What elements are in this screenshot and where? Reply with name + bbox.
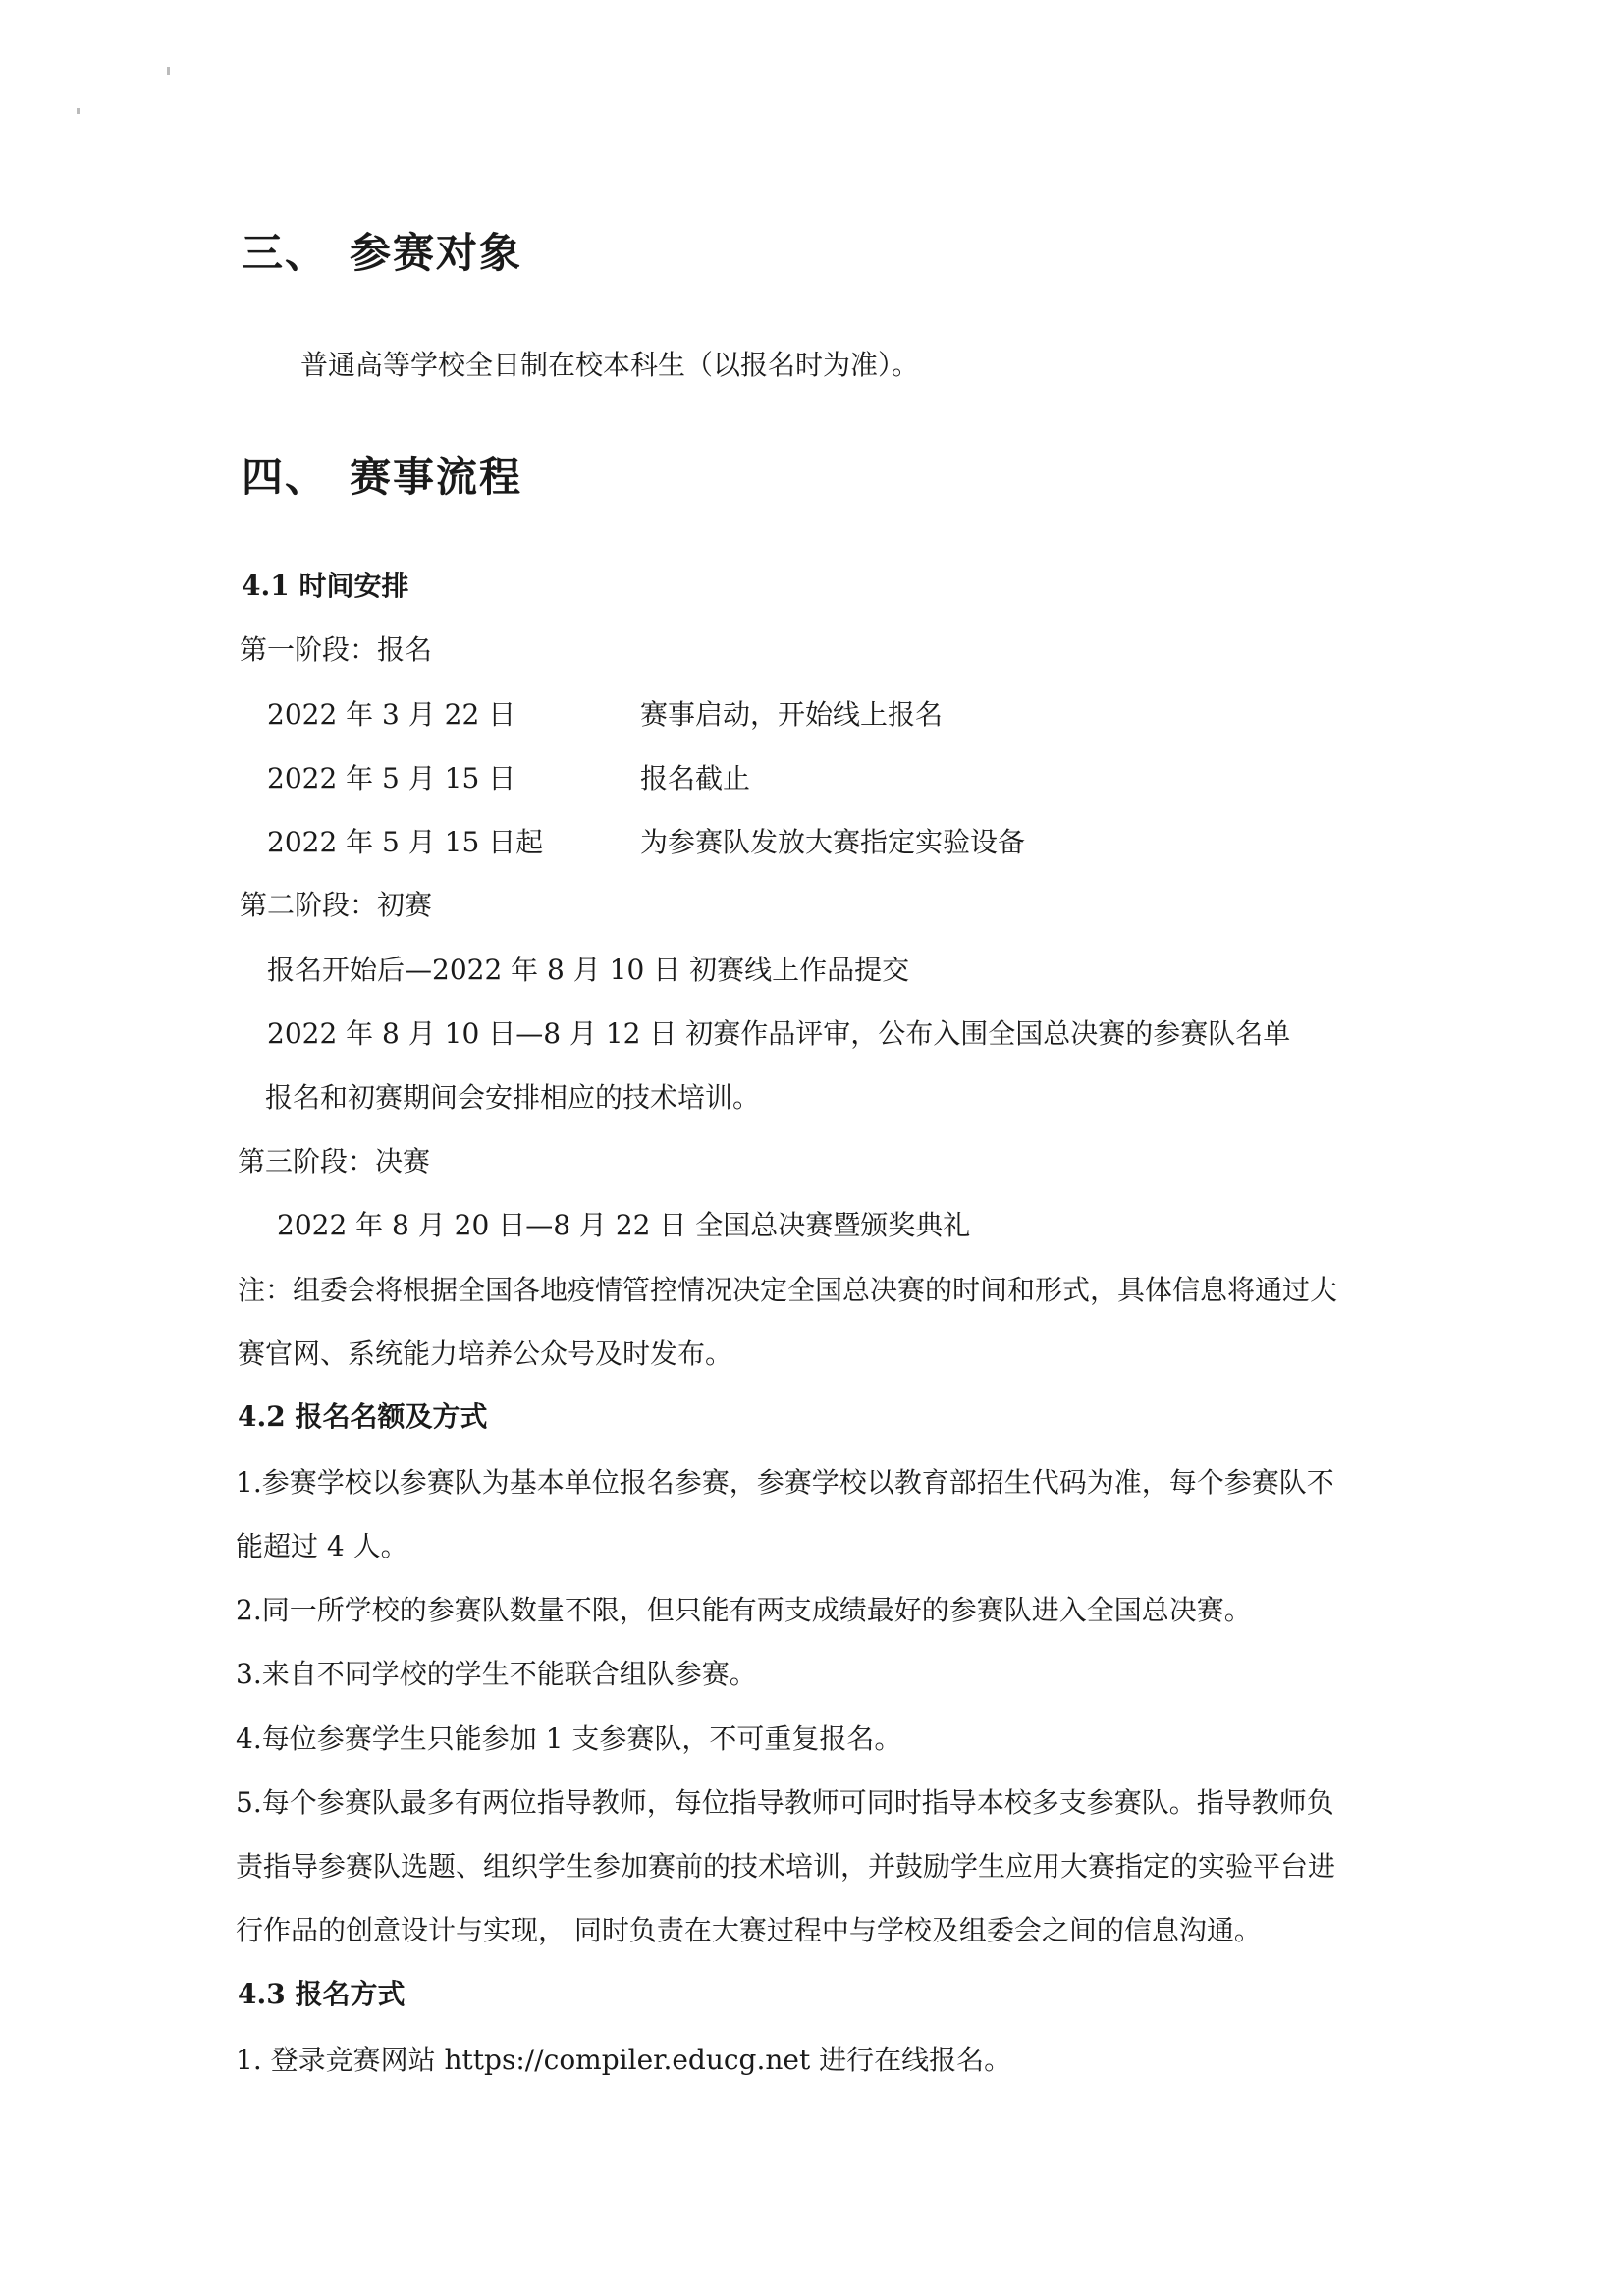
section-3-body: 普通高等学校全日制在校本科生（以报名时为准）。 [300, 349, 920, 381]
section-4-number: 四、 [242, 453, 329, 501]
schedule-event: 赛事启动，开始线上报名 [640, 698, 944, 731]
subsection-4-3-title: 4.3 报名方式 [238, 1978, 406, 2010]
stage-2-label: 第二阶段：初赛 [240, 889, 433, 921]
schedule-date: 2022 年 5 月 15 日 [267, 762, 516, 794]
scan-mark [167, 67, 170, 75]
rule-item: 3.来自不同学校的学生不能联合组队参赛。 [236, 1658, 757, 1690]
schedule-event: 报名截止 [640, 762, 751, 794]
section-4-title: 赛事流程 [350, 453, 523, 501]
stage-2-line: 报名开始后—2022 年 8 月 10 日 初赛线上作品提交 [267, 954, 910, 986]
note-line: 注：组委会将根据全国各地疫情管控情况决定全国总决赛的时间和形式，具体信息将通过大 [238, 1274, 1338, 1306]
rule-item: 5.每个参赛队最多有两位指导教师，每位指导教师可同时指导本校多支参赛队。指导教师负 [236, 1786, 1334, 1819]
schedule-date: 2022 年 3 月 22 日 [267, 698, 516, 731]
schedule-row [267, 823, 1026, 862]
schedule-event: 为参赛队发放大赛指定实验设备 [640, 826, 1026, 858]
stage-3-line: 2022 年 8 月 20 日—8 月 22 日 全国总决赛暨颁奖典礼 [277, 1209, 971, 1241]
section-4-heading [242, 450, 522, 505]
stage-2-line: 2022 年 8 月 10 日—8 月 12 日 初赛作品评审，公布入围全国总决赛的参赛队名单 [267, 1017, 1291, 1050]
registration-item: 1. 登录竞赛网站 https://compiler.educg.net 进行在线报名。 [236, 2044, 1012, 2076]
rule-item: 责指导参赛队选题、组织学生参加赛前的技术培训，并鼓励学生应用大赛指定的实验平台进 [236, 1850, 1336, 1883]
rule-item: 能超过 4 人。 [236, 1530, 408, 1562]
rule-item: 1.参赛学校以参赛队为基本单位报名参赛，参赛学校以教育部招生代码为准，每个参赛队不 [236, 1466, 1334, 1499]
note-line: 赛官网、系统能力培养公众号及时发布。 [238, 1338, 733, 1370]
stage-2-line: 报名和初赛期间会安排相应的技术培训。 [265, 1081, 761, 1114]
scan-mark [77, 108, 80, 114]
stage-3-label: 第三阶段：决赛 [238, 1145, 431, 1177]
schedule-date: 2022 年 5 月 15 日起 [267, 826, 544, 858]
rule-item: 2.同一所学校的参赛队数量不限，但只能有两支成绩最好的参赛队进入全国总决赛。 [236, 1594, 1252, 1626]
section-3-title: 参赛对象 [350, 229, 523, 277]
schedule-row [267, 759, 751, 798]
section-3-heading [242, 226, 522, 281]
section-3-number: 三、 [242, 229, 329, 277]
schedule-row [267, 695, 944, 735]
subsection-4-2-title: 4.2 报名名额及方式 [238, 1400, 488, 1433]
rule-item: 行作品的创意设计与实现， 同时负责在大赛过程中与学校及组委会之间的信息沟通。 [236, 1914, 1262, 1946]
rule-item: 4.每位参赛学生只能参加 1 支参赛队，不可重复报名。 [236, 1722, 902, 1755]
stage-1-label: 第一阶段：报名 [240, 633, 433, 666]
subsection-4-1-title: 4.1 时间安排 [242, 570, 409, 602]
